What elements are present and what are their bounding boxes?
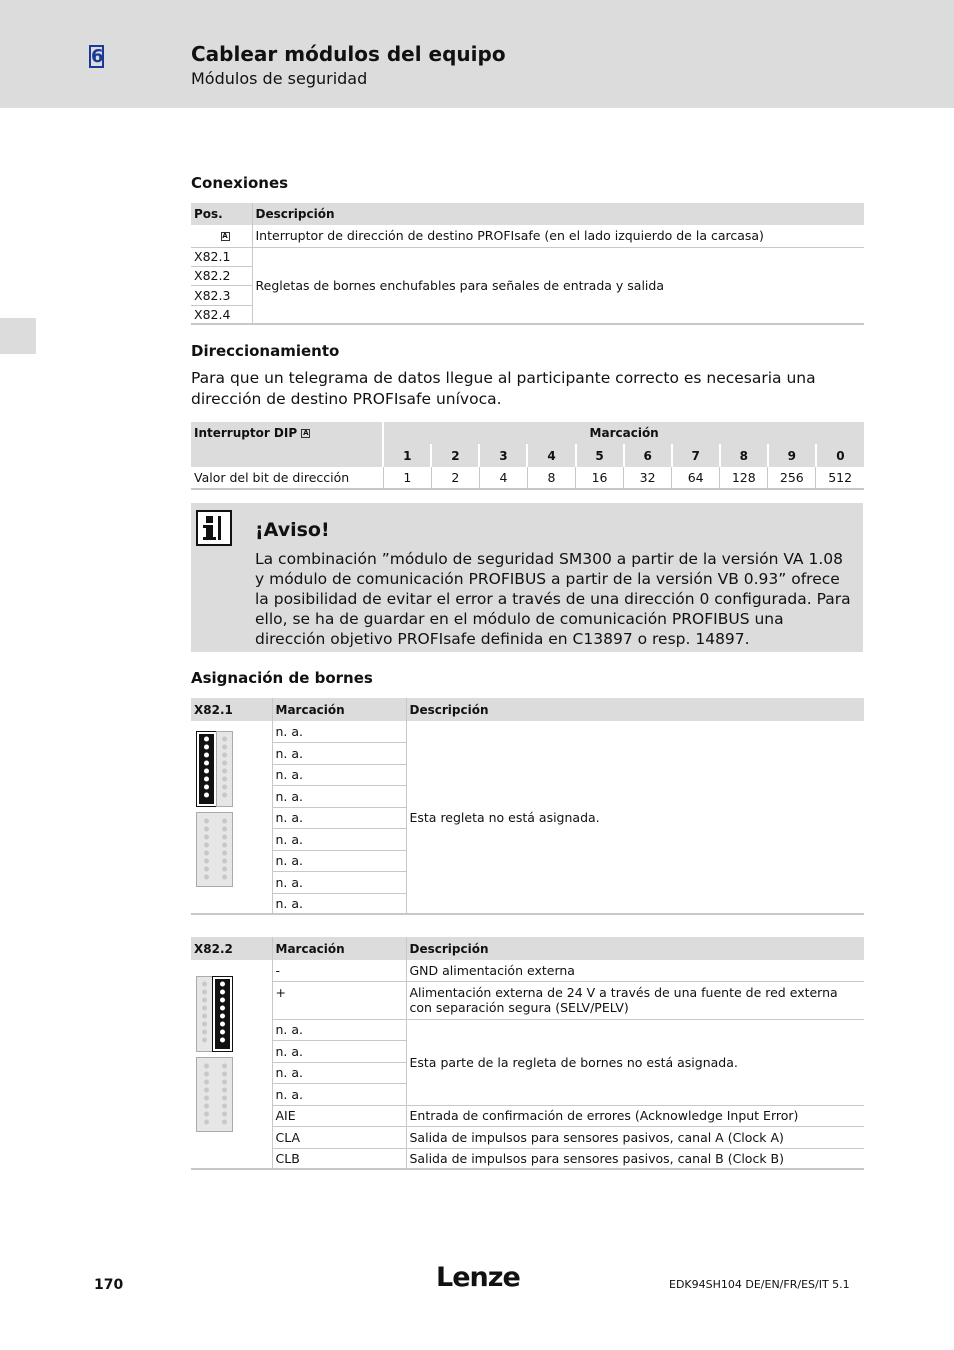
connections-table (191, 203, 864, 325)
x822-desc-plus: Alimentación externa de 24 V a través de una fuente de red externa con separación segura (SELV/PELV) (406, 981, 864, 1019)
notice-box (191, 503, 863, 652)
document-id: EDK94SH104 DE/EN/FR/ES/IT 5.1 (669, 1278, 850, 1291)
chapter-side-tab (0, 318, 36, 354)
bit-value-6: 32 (624, 467, 672, 489)
dip-table (191, 422, 864, 490)
bit-value-8: 128 (720, 467, 768, 489)
pos-x824: X82.4 (194, 306, 231, 322)
x821-table (191, 698, 864, 915)
bit-value-label: Valor del bit de dirección (194, 470, 350, 485)
x821-mark-2: n. a. (272, 742, 406, 764)
x822-desc-na: Esta parte de la regleta de bornes no está asignada. (406, 1019, 864, 1105)
bit-value-9: 256 (768, 467, 816, 489)
x821-mark-4: n. a. (272, 785, 406, 807)
dip-5: 5 (576, 444, 624, 467)
x821-desc: Esta regleta no está asignada. (406, 721, 864, 914)
x821-col-terminal: X82.1 (194, 702, 233, 717)
addressing-heading: Direccionamiento (191, 342, 340, 360)
x822-table (191, 937, 864, 1170)
bit-value-5: 16 (576, 467, 624, 489)
dip-9: 9 (768, 444, 816, 467)
x821-col-marking: Marcación (272, 698, 406, 721)
x822-mark-na-2: n. a. (272, 1040, 406, 1062)
row-a-desc: Interruptor de dirección de destino PROFIsafe (en el lado izquierdo de la carcasa) (252, 225, 864, 247)
col-pos: Pos. (194, 207, 223, 221)
pos-a (191, 225, 252, 247)
dip-7: 7 (672, 444, 720, 467)
dip-4: 4 (527, 444, 575, 467)
col-dip-switch (191, 422, 383, 467)
x821-mark-6: n. a. (272, 828, 406, 850)
chapter-subtitle: Módulos de seguridad (191, 69, 368, 88)
x822-col-marking: Marcación (272, 937, 406, 960)
bit-value-2: 2 (431, 467, 479, 489)
x822-mark-na-3: n. a. (272, 1062, 406, 1083)
x822-desc-cla: Salida de impulsos para sensores pasivos, canal A (Clock A) (406, 1126, 864, 1148)
info-icon (196, 510, 232, 546)
x822-mark-gnd: - (272, 960, 406, 981)
x822-mark-plus: + (272, 981, 406, 1019)
x821-mark-3: n. a. (272, 764, 406, 785)
dip-3: 3 (479, 444, 527, 467)
dip-2: 2 (431, 444, 479, 467)
x822-desc-aie: Entrada de confirmación de errores (Acknowledge Input Error) (406, 1105, 864, 1126)
notice-title: ¡Aviso! (255, 519, 330, 541)
col-marking: Marcación (383, 422, 864, 444)
x821-mark-8: n. a. (272, 871, 406, 893)
addressing-text: Para que un telegrama de datos llegue al participante correcto es necesaria una dirección de destino PROFIsafe unívoca. (191, 369, 816, 408)
x821-mark-9: n. a. (272, 893, 406, 914)
x822-mark-clb: CLB (272, 1148, 406, 1169)
page-number: 170 (94, 1277, 124, 1293)
x822-desc-clb: Salida de impulsos para sensores pasivos, canal B (Clock B) (406, 1148, 864, 1169)
x822-mark-na-1: n. a. (272, 1019, 406, 1040)
x821-mark-7: n. a. (272, 850, 406, 871)
x821-mark-1: n. a. (272, 721, 406, 742)
x822-mark-cla: CLA (272, 1126, 406, 1148)
bit-value-1: 1 (383, 467, 431, 489)
x822-mark-na-4: n. a. (272, 1083, 406, 1105)
dip-switch-label: Interruptor DIP (194, 426, 298, 440)
dip-6: 6 (624, 444, 672, 467)
chapter-title: Cablear módulos del equipo (191, 42, 506, 66)
a-mark: A (222, 232, 228, 241)
dip-0: 0 (816, 444, 864, 467)
x822-desc-gnd: GND alimentación externa (406, 960, 864, 981)
x822-mark-aie: AIE (272, 1105, 406, 1126)
positions-desc: Regletas de bornes enchufables para señales de entrada y salida (252, 247, 864, 324)
pos-x822: X82.2 (194, 268, 231, 283)
pos-x823: X82.3 (194, 287, 231, 303)
pos-x821: X82.1 (194, 249, 231, 264)
connections-heading: Conexiones (191, 174, 289, 192)
bit-value-3: 4 (479, 467, 527, 489)
assignment-heading: Asignación de bornes (191, 669, 373, 687)
chapter-number: 6 (91, 46, 104, 67)
x821-col-desc: Descripción (406, 698, 864, 721)
lenze-logo: Lenze (436, 1262, 520, 1293)
x822-col-desc: Descripción (406, 937, 864, 960)
dip-1: 1 (383, 444, 431, 467)
col-description: Descripción (252, 203, 864, 225)
bit-value-4: 8 (527, 467, 575, 489)
dip-a-mark: A (303, 429, 309, 437)
x821-mark-5: n. a. (272, 807, 406, 828)
dip-8: 8 (720, 444, 768, 467)
x822-col-terminal: X82.2 (194, 941, 233, 956)
x821-terminal-icon (196, 731, 236, 889)
bit-value-7: 64 (672, 467, 720, 489)
notice-text: La combinación ”módulo de seguridad SM300 a partir de la versión VA 1.08 y módulo de comunicación PROFIBUS a partir de la versión VB 0.93” ofrece la posibilidad de evitar el error a través de una dirección 0 configurada. Para ello, se ha de guardar en el módulo de comunicación PROFIBUS una dirección objetivo PROFIsafe definida en C13897 o resp. 14897. (255, 550, 851, 648)
bit-value-0: 512 (816, 467, 864, 489)
x822-terminal-icon (196, 976, 236, 1134)
